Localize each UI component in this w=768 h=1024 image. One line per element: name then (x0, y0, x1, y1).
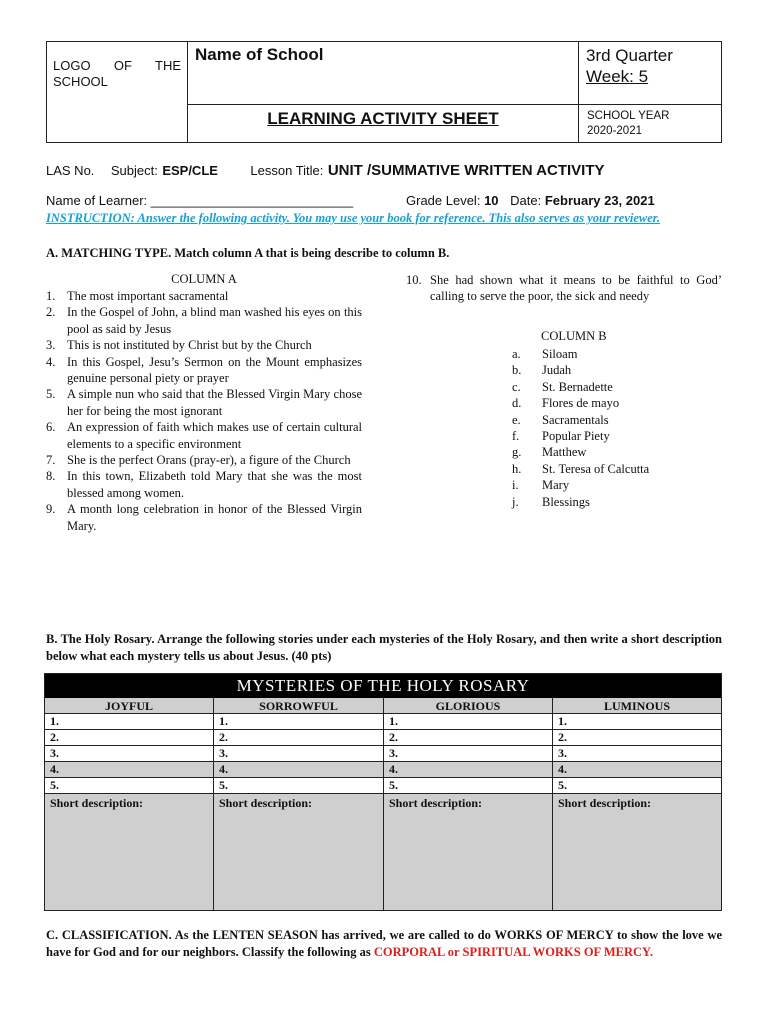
item-text: Sacramentals (542, 412, 609, 427)
short-description-cell[interactable]: Short description: (553, 794, 721, 910)
item-number: 6. (46, 420, 56, 435)
item-text: An expression of faith which makes use of certain cultural elements to a specific environment (67, 420, 362, 451)
item-letter: g. (512, 445, 522, 460)
table-cell[interactable]: 2. (384, 730, 552, 746)
item-text: St. Teresa of Calcutta (542, 461, 650, 476)
column-b-list (512, 346, 712, 510)
las-label: LAS No. (46, 163, 95, 178)
item-text: A month long celebration in honor of the Blessed Virgin Mary. (67, 502, 362, 533)
list-item (46, 304, 362, 337)
list-item (406, 272, 722, 305)
date-value: February 23, 2021 (544, 193, 655, 208)
subject-label: Subject: (110, 163, 158, 178)
logo-placeholder: LOGO OF THE SCHOOL (53, 58, 181, 89)
section-b-heading: B. The Holy Rosary. Arrange the following stories under each mysteries of the Holy Rosary, and then write a short description below what each mystery tells us about Jesus. (40 pts) (46, 632, 722, 663)
table-cell[interactable]: 3. (45, 746, 213, 762)
item-text: In this Gospel, Jesu’s Sermon on the Mount emphasizes genuine personal piety or prayer (67, 354, 362, 386)
item-letter: b. (512, 363, 522, 378)
table-cell[interactable]: 2. (553, 730, 721, 746)
rosary-column-sorrowful (214, 698, 384, 910)
table-cell[interactable]: 3. (214, 746, 383, 762)
rosary-table-title: MYSTERIES OF THE HOLY ROSARY (45, 674, 721, 698)
list-item (46, 288, 362, 304)
rosary-column-glorious (384, 698, 553, 910)
item-number: 1. (46, 289, 56, 303)
table-cell[interactable]: 1. (553, 714, 721, 730)
list-item (512, 494, 712, 510)
list-item (512, 362, 712, 378)
school-year-label: SCHOOL YEAR (587, 110, 670, 122)
list-item (512, 412, 712, 428)
item-text: She is the perfect Orans (pray-er), a figure of the Church (67, 453, 351, 468)
item-10-list (406, 272, 722, 305)
page-title: LEARNING ACTIVITY SHEET (267, 109, 499, 128)
list-item (512, 379, 712, 395)
table-cell[interactable]: 4. (553, 762, 721, 778)
item-text: Mary (542, 478, 570, 493)
item-text: In the Gospel of John, a blind man washed his eyes on this pool as said by Jesus (67, 305, 362, 336)
table-cell[interactable]: 5. (384, 778, 552, 794)
header-divider (187, 104, 721, 105)
short-description-cell[interactable]: Short description: (214, 794, 383, 910)
learner-label: Name of Learner: (46, 193, 148, 208)
table-cell[interactable]: 4. (45, 762, 213, 778)
subject-value: ESP/CLE (162, 163, 218, 178)
section-c-text: C. CLASSIFICATION. As the LENTEN SEASON has arrived, we are called to do WORKS OF MERCY to show the love we have for God and for our neighbors. Classify the following as (46, 928, 722, 959)
item-text: Popular Piety (542, 429, 610, 444)
column-header: LUMINOUS (553, 698, 721, 714)
meta-line-2 (46, 193, 353, 208)
item-letter: i. (512, 478, 519, 493)
week-label: Week: 5 (586, 67, 649, 86)
item-letter: d. (512, 396, 522, 411)
list-item (46, 354, 362, 387)
date-label: Date: (510, 193, 542, 208)
meta-line-1 (46, 162, 605, 180)
item-text: This is not instituted by Christ but by the Church (67, 338, 312, 353)
section-a-heading: A. MATCHING TYPE. Match column A that is being describe to column B. (46, 246, 450, 260)
short-description-cell[interactable]: Short description: (45, 794, 213, 910)
rosary-column-luminous (553, 698, 721, 910)
rosary-table (44, 673, 722, 911)
item-text: The most important sacramental (67, 289, 229, 303)
column-header: JOYFUL (45, 698, 213, 714)
item-number: 9. (46, 502, 56, 517)
quarter-week (586, 45, 673, 87)
school-year-value: 2020-2021 (587, 125, 642, 137)
item-letter: e. (512, 412, 521, 427)
column-b-title: COLUMN B (541, 329, 607, 343)
list-item (46, 419, 362, 452)
item-text: In this town, Elizabeth told Mary that she was the most blessed among women. (67, 469, 362, 500)
item-text: Blessings (542, 494, 590, 509)
table-cell[interactable]: 4. (214, 762, 383, 778)
item-number: 3. (46, 338, 56, 353)
list-item (46, 452, 362, 468)
column-header: SORROWFUL (214, 698, 383, 714)
item-letter: f. (512, 429, 520, 444)
item-text: Judah (542, 363, 572, 378)
item-number: 5. (46, 387, 56, 402)
list-item (512, 444, 712, 460)
rosary-column-joyful (45, 698, 214, 910)
item-number: 7. (46, 453, 56, 468)
column-header: GLORIOUS (384, 698, 552, 714)
table-cell[interactable]: 5. (553, 778, 721, 794)
header-table (46, 41, 722, 143)
table-cell[interactable]: 2. (214, 730, 383, 746)
instruction-text: INSTRUCTION: Answer the following activity. You may use your book for reference. This also serves as your reviewer. (46, 211, 661, 225)
section-c-end: . (649, 945, 654, 959)
school-year (587, 109, 669, 139)
item-letter: a. (512, 347, 521, 361)
list-item (512, 395, 712, 411)
item-text: Flores de mayo (542, 396, 620, 411)
list-item (512, 461, 712, 477)
table-cell[interactable]: 3. (384, 746, 552, 762)
table-cell[interactable]: 5. (45, 778, 213, 794)
list-item (512, 428, 712, 444)
item-number: 2. (46, 305, 56, 320)
section-c-highlight: CORPORAL or SPIRITUAL WORKS OF MERCY (373, 945, 650, 959)
column-a-list (46, 288, 362, 534)
list-item (46, 386, 362, 419)
item-letter: c. (512, 379, 521, 394)
quarter-label: 3rd Quarter (586, 46, 673, 65)
column-a-title: COLUMN A (171, 272, 237, 286)
table-cell[interactable]: 4. (384, 762, 552, 778)
item-text: Siloam (542, 347, 578, 361)
list-item (46, 468, 362, 501)
list-item (512, 346, 712, 362)
section-c-heading (46, 927, 722, 961)
list-item (512, 477, 712, 493)
grade-label: Grade Level: (406, 193, 481, 208)
item-text: St. Bernadette (542, 379, 613, 394)
learner-blank[interactable]: ____________________________ (150, 193, 354, 208)
item-letter: h. (512, 461, 522, 476)
grade-value: 10 (484, 193, 499, 208)
table-cell[interactable]: 1. (384, 714, 552, 730)
table-cell[interactable]: 2. (45, 730, 213, 746)
grade-date-line (406, 193, 655, 208)
school-name: Name of School (195, 45, 324, 64)
lesson-label: Lesson Title: (250, 163, 324, 178)
table-cell[interactable]: 1. (45, 714, 213, 730)
table-cell[interactable]: 3. (553, 746, 721, 762)
list-item (46, 337, 362, 353)
lesson-value: UNIT /SUMMATIVE WRITTEN ACTIVITY (327, 162, 605, 179)
table-cell[interactable]: 1. (214, 714, 383, 730)
short-description-cell[interactable]: Short description: (384, 794, 552, 910)
table-cell[interactable]: 5. (214, 778, 383, 794)
item-number: 4. (46, 354, 56, 369)
item-text: A simple nun who said that the Blessed Virgin Mary chose her for being the most ignorant (67, 387, 362, 418)
item-text: She had shown what it means to be faithful to God’ calling to serve the poor, the sick and needy (430, 273, 722, 304)
item-text: Matthew (542, 445, 587, 460)
item-letter: j. (512, 494, 519, 509)
item-number: 8. (46, 469, 56, 484)
item-number: 10. (406, 273, 422, 287)
list-item (46, 501, 362, 534)
